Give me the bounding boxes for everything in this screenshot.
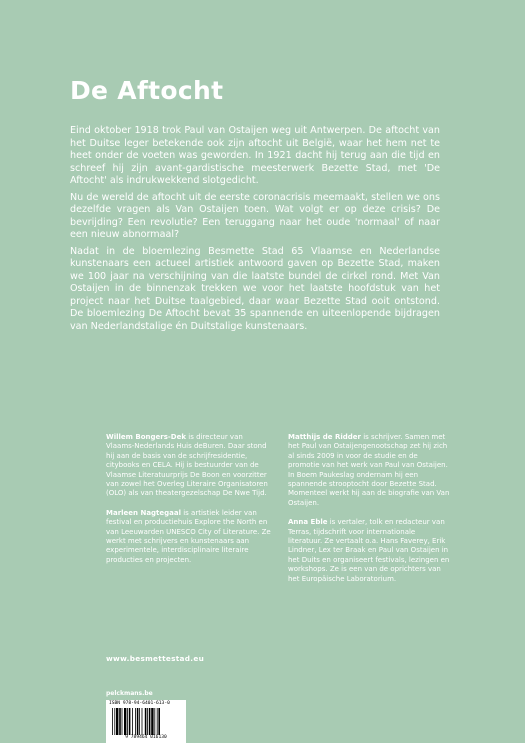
blurb-paragraph: Nadat in de bloemlezing Besmette Stad 65 Vlaamse en Nederlandse kunstenaars een actueel artistiek antwoord gaven op Bezette Stad, maken we 100 jaar na verschijning van die laatste bundel de cirkel rond. Met Van Ostaijen in de binnenzak trekken we voor het laatste hoofdstuk van het project naar het Duitse taalgebied, daar waar Bezette Stad ooit ontstond. De bloemlezing De Aftocht bevat 35 spannende en uiteenlopende bijdragen van Nederlandstalige én Duitstalige kunstenaars. [70, 245, 440, 332]
bio-entry [288, 518, 450, 584]
barcode-bar [145, 708, 147, 735]
bio-entry [288, 433, 450, 508]
barcode-bar [124, 708, 126, 735]
publisher-name: pelckmans.be [106, 690, 153, 697]
barcode-bar [127, 708, 128, 735]
barcode-bar [142, 708, 143, 735]
barcode-bar [116, 708, 118, 735]
website-link[interactable]: www.besmettestad.eu [106, 654, 205, 663]
barcode-bar [139, 708, 140, 735]
blurb [70, 125, 440, 337]
bios-right-column [288, 433, 450, 594]
barcode-icon [112, 708, 180, 735]
barcode-bar [132, 708, 133, 735]
bio-entry [106, 433, 271, 499]
barcode-bar [149, 708, 151, 735]
barcode-bar [157, 708, 158, 735]
barcode-bar [154, 708, 155, 735]
isbn-number: ISBN 978-94-6401-613-0 [109, 701, 170, 706]
barcode-bar [158, 708, 160, 735]
bio-name: Matthijs de Ridder [288, 433, 361, 441]
barcode-bar [122, 708, 123, 735]
bio-name: Marleen Nagtegaal [106, 508, 182, 517]
barcode-bar [114, 708, 115, 735]
isbn-barcode [106, 700, 186, 743]
barcode-bar [112, 708, 113, 735]
barcode-bar [151, 708, 153, 735]
barcode-bar [135, 708, 136, 735]
barcode-bar [129, 708, 131, 735]
barcode-bar [137, 708, 139, 735]
barcode-digits: 9 789464 016130 [125, 735, 167, 740]
barcode-bar [147, 708, 148, 735]
bios-left-column [106, 433, 271, 575]
blurb-paragraph: Eind oktober 1918 trok Paul van Ostaijen weg uit Antwerpen. De aftocht van het Duitse leger betekende ook zijn aftocht uit België, waar het hem net te heet onder de voeten was geworden. In 1921 dacht hij terug aan die tijd en schreef hij zijn avant-gardistische meesterwerk Bezette Stad, met 'De Aftocht' als indrukwekkend slotgedicht. [70, 125, 440, 186]
bio-text: is vertaler, tolk en redacteur van Terras, tijdschrift voor internationale literatuur. Ze vertaalt o.a. Hans Faverey, Erik Lindner, Lex ter Braak en Paul van Ostaijen in het Duits en organiseert festivals, lezingen en workshops. Ze is een van de oprichters van het Europäische Laboratorium. [288, 518, 450, 583]
bio-name: Anna Eble [288, 518, 328, 527]
bio-text: is artistiek leider van festival en productiehuis Explore the North en van Leeuwarden UNESCO City of Literature. Ze werkt met schrijvers en kunstenaars aan experimentele, interdisciplinaire literaire producties en projecten. [106, 508, 271, 564]
blurb-paragraph: Nu de wereld de aftocht uit de eerste coronacrisis meemaakt, stellen we ons dezelfde vragen als Van Ostaijen toen. Wat volgt er op deze crisis? De bevrijding? Een revolutie? Een teruggang naar het oude 'normaal' of naar een nieuw abnormaal? [70, 191, 440, 240]
bio-text: is schrijver. Samen met het Paul van Ostaijengenootschap zet hij zich al sinds 2009 in voor de studie en de promotie van het werk van Paul van Ostaijen. In Boem Paukeslag ondernam hij een spannende strooptocht door Bezette Stad. Momenteel werkt hij aan de biografie van Van Ostaijen. [288, 433, 450, 507]
bio-entry [106, 509, 271, 565]
bio-text: is directeur van Vlaams-Nederlands Huis deBuren. Daar stond hij aan de basis van de schrijfresidentie, citybooks en CELA. Hij is bestuurder van de Vlaamse Literatuurprijs De Boon en voorzitter van zowel het Overleg Literaire Organisatoren (OLO) als van theatergezelschap De Nwe Tijd. [106, 433, 268, 498]
barcode-bar [119, 708, 121, 735]
bio-name: Willem Bongers-Dek [106, 433, 187, 441]
page-title: De Aftocht [70, 76, 224, 105]
